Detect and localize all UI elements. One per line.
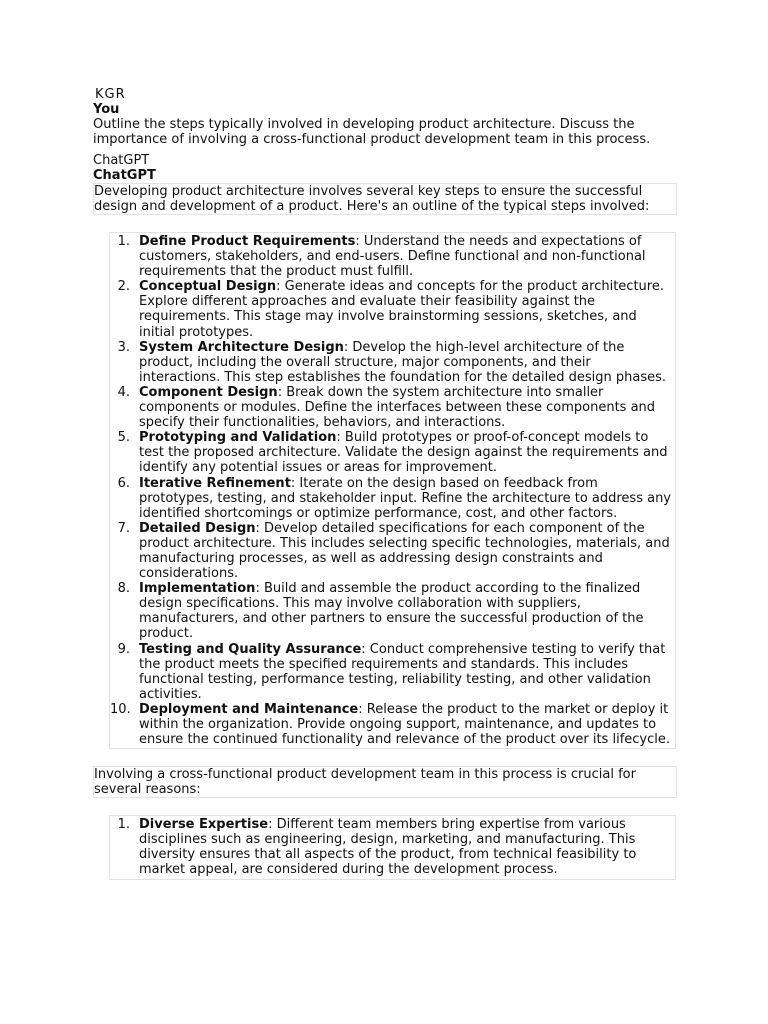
user-initials: KGR (95, 87, 126, 102)
reasons-list-box (109, 815, 676, 879)
list-term: Deployment and Maintenance (139, 701, 359, 717)
list-description: : Generate ideas and concepts for the product architecture. Explore different approaches and evaluate their feasibility against the requirements. This stage may involve brainstorming sessions, sketches, and initial prototypes. (139, 279, 664, 340)
step-item (110, 430, 675, 475)
list-number: 9. (117, 641, 130, 657)
list-term: Diverse Expertise (139, 817, 269, 833)
reason-item (110, 817, 675, 877)
list-term: System Architecture Design (139, 339, 344, 355)
list-description: : Release the product to the market or deploy it within the organization. Provide ongoing support, maintenance, and updates to ensure the continued functionality and relevance of the product over its lifecycle. (139, 701, 670, 748)
list-number: 3. (117, 339, 130, 355)
list-description: : Iterate on the design based on feedback from prototypes, testing, and stakeholder input. Refine the architecture to address any identified shortcomings or optimize performance, cost, and other factors. (139, 475, 672, 521)
step-item (110, 581, 675, 641)
list-description: : Different team members bring expertise from various disciplines such as engineering, design, marketing, and manufacturing. This diversity ensures that all aspects of the product, from technical feasibility to market appeal, are considered during the development process. (139, 817, 637, 878)
step-item (110, 340, 675, 385)
list-number: 8. (117, 581, 130, 597)
reasons-list (110, 817, 675, 877)
user-label: You (93, 102, 120, 117)
step-item (110, 476, 675, 521)
list-number: 6. (117, 475, 130, 491)
importance-intro: Involving a cross-functional product development team in this process is crucial for several reasons: (93, 766, 677, 798)
list-term: Component Design (139, 384, 278, 400)
step-item (110, 385, 675, 430)
steps-list (110, 234, 675, 747)
document-page (93, 87, 677, 880)
list-description: : Break down the system architecture into smaller components or modules. Define the interfaces between these components and specify their functionalities, behaviors, and interactions. (139, 384, 656, 431)
list-description: : Conduct comprehensive testing to verify that the product meets the specified requirements and standards. This includes functional testing, performance testing, reliability testing, and other validation activities. (139, 641, 666, 702)
list-term: Testing and Quality Assurance (139, 641, 362, 657)
user-prompt: Outline the steps typically involved in developing product architecture. Discuss the importance of involving a cross-functional product development team in this process. (93, 117, 651, 147)
step-item (110, 702, 675, 747)
list-term: Implementation (139, 581, 256, 597)
list-term: Conceptual Design (139, 279, 277, 295)
list-number: 5. (117, 430, 130, 446)
list-number: 2. (117, 279, 130, 295)
list-term: Iterative Refinement (139, 475, 291, 491)
step-item (110, 279, 675, 339)
assistant-name-heading: ChatGPT (93, 168, 156, 183)
list-description: : Develop detailed specifications for each component of the product architecture. This includes selecting specific technologies, materials, and manufacturing processes, as well as addressing design constraints and considerations. (139, 520, 670, 582)
list-number: 4. (117, 384, 130, 400)
assistant-name: ChatGPT (93, 153, 150, 168)
list-term: Define Product Requirements (139, 234, 356, 249)
list-number: 10. (110, 701, 131, 717)
list-number: 1. (117, 234, 130, 249)
list-description: : Build prototypes or proof-of-concept models to test the proposed architecture. Validate the design against the requirements and identify any potential issues or areas for improvement. (139, 430, 668, 476)
list-term: Prototyping and Validation (139, 430, 337, 446)
steps-list-box (109, 232, 676, 749)
assistant-intro: Developing product architecture involves several key steps to ensure the successful design and development of a product. Here's an outline of the typical steps involved: (93, 183, 677, 215)
step-item (110, 642, 675, 702)
list-number: 1. (117, 817, 130, 833)
list-number: 7. (117, 520, 130, 536)
list-description: : Understand the needs and expectations of customers, stakeholders, and end-users. Define functional and non-functional requirements that the product must fulfill. (139, 234, 646, 280)
list-description: : Develop the high-level architecture of the product, including the overall structure, major components, and their interactions. This step establishes the foundation for the detailed design phases. (139, 339, 667, 385)
step-item (110, 234, 675, 279)
list-term: Detailed Design (139, 520, 256, 536)
list-description: : Build and assemble the product according to the finalized design specifications. This may involve collaboration with suppliers, manufacturers, and other partners to ensure the successful production of the product. (139, 581, 644, 642)
step-item (110, 521, 675, 581)
